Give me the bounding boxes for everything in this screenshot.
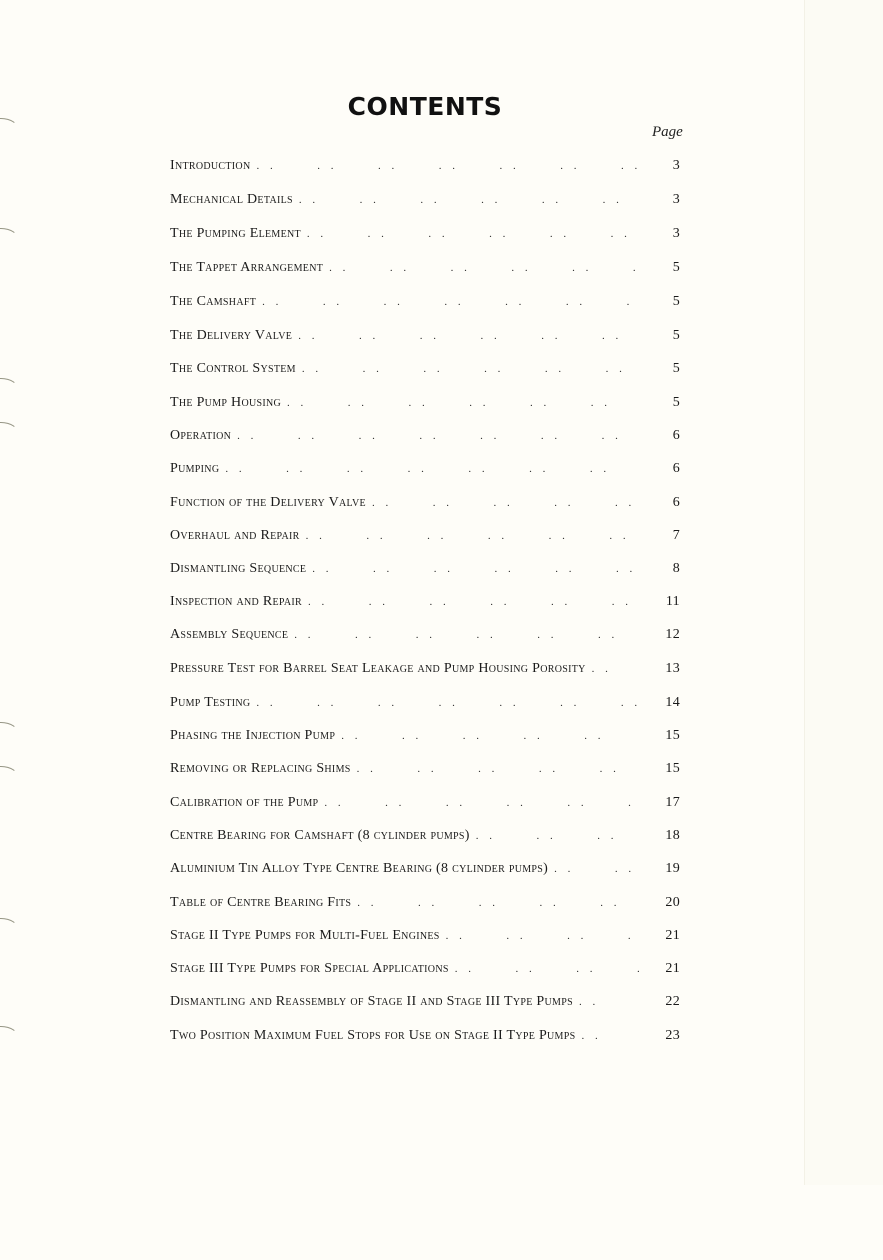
- toc-entry-label: Pumping: [170, 461, 220, 476]
- toc-entry: [170, 328, 680, 348]
- dot-leader: [294, 629, 640, 641]
- toc-entry: [170, 795, 680, 815]
- toc-entry-page-number: 3: [672, 158, 680, 173]
- dot-leader: [256, 160, 640, 172]
- dot-leader: [324, 797, 640, 809]
- toc-entry-label: The Camshaft: [170, 294, 257, 309]
- toc-entry: [170, 994, 680, 1014]
- binding-hole-mark: [0, 1026, 19, 1039]
- toc-entry-page-number: 13: [665, 661, 680, 676]
- toc-entry-label: The Pump Housing: [170, 395, 282, 410]
- binding-hole-mark: [0, 766, 19, 779]
- dot-leader: [372, 497, 640, 509]
- dot-leader: [312, 563, 640, 575]
- toc-entry-page-number: 15: [665, 761, 680, 776]
- binding-hole-mark: [0, 378, 19, 391]
- toc-entry-label: Mechanical Details: [170, 192, 293, 207]
- toc-entry-page-number: 14: [665, 695, 680, 710]
- toc-entry-page-number: 23: [665, 1028, 680, 1043]
- toc-entry: [170, 861, 680, 881]
- toc-entry-label: Function of the Delivery Valve: [170, 495, 366, 510]
- toc-entry-page-number: 15: [665, 728, 680, 743]
- toc-entry: [170, 561, 680, 581]
- dot-leader: [446, 930, 640, 942]
- toc-entry-page-number: 5: [672, 260, 680, 275]
- toc-entry-label: Introduction: [170, 158, 251, 173]
- toc-entry: [170, 961, 680, 981]
- toc-entry-label: Inspection and Repair: [170, 594, 302, 609]
- toc-entry: [170, 695, 680, 715]
- toc-entry: [170, 226, 680, 246]
- toc-entry-page-number: 6: [672, 461, 680, 476]
- toc-entry-label: Pressure Test for Barrel Seat Leakage and Pump Housing Porosity: [170, 661, 586, 676]
- toc-entry-label: Assembly Sequence: [170, 627, 289, 642]
- toc-entry-label: Dismantling Sequence: [170, 561, 307, 576]
- toc-entry-label: Stage II Type Pumps for Multi-Fuel Engines: [170, 928, 440, 943]
- toc-entry: [170, 495, 680, 515]
- toc-entry: [170, 594, 680, 614]
- toc-entry-page-number: 11: [665, 594, 680, 609]
- dot-leader: [298, 330, 640, 342]
- dot-leader: [307, 228, 640, 240]
- dot-leader: [357, 897, 640, 909]
- dot-leader: [357, 763, 640, 775]
- toc-entry: [170, 728, 680, 748]
- toc-entry: [170, 158, 680, 178]
- dot-leader: [329, 262, 640, 274]
- toc-entry-label: Aluminium Tin Alloy Type Centre Bearing (8 cylinder pumps): [170, 861, 549, 876]
- dot-leader: [308, 596, 640, 608]
- toc-entry-page-number: 17: [665, 795, 680, 810]
- toc-entry: [170, 461, 680, 481]
- dot-leader: [256, 697, 640, 709]
- toc-entry-label: Stage III Type Pumps for Special Applications: [170, 961, 449, 976]
- toc-entry-page-number: 6: [672, 428, 680, 443]
- toc-entry-page-number: 7: [672, 528, 680, 543]
- toc-entry-page-number: 20: [665, 895, 680, 910]
- toc-entry-label: The Tappet Arrangement: [170, 260, 324, 275]
- toc-entry: [170, 428, 680, 448]
- toc-entry-page-number: 5: [672, 361, 680, 376]
- toc-entry-page-number: 12: [665, 627, 680, 642]
- toc-entry-page-number: 22: [665, 994, 680, 1009]
- dot-leader: [581, 1030, 640, 1042]
- toc-entry-page-number: 5: [672, 328, 680, 343]
- toc-entry-label: Operation: [170, 428, 232, 443]
- toc-entry: [170, 928, 680, 948]
- dot-leader: [302, 363, 640, 375]
- binding-hole-mark: [0, 228, 19, 241]
- toc-entry-page-number: 18: [665, 828, 680, 843]
- dot-leader: [476, 830, 640, 842]
- dot-leader: [237, 430, 640, 442]
- toc-entry-page-number: 6: [672, 495, 680, 510]
- toc-entry-label: Dismantling and Reassembly of Stage II and Stage III Type Pumps: [170, 994, 573, 1009]
- toc-entry-label: The Pumping Element: [170, 226, 301, 241]
- toc-entry: [170, 294, 680, 314]
- toc-entry: [170, 192, 680, 212]
- toc-entry: [170, 661, 680, 681]
- toc-entry: [170, 395, 680, 415]
- binding-hole-mark: [0, 422, 19, 435]
- toc-entry-label: The Delivery Valve: [170, 328, 293, 343]
- page-title: CONTENTS: [347, 92, 503, 121]
- toc-entry-label: Table of Centre Bearing Fits: [170, 895, 352, 910]
- dot-leader: [554, 863, 640, 875]
- toc-entry-page-number: 3: [672, 226, 680, 241]
- dot-leader: [287, 397, 640, 409]
- binding-hole-mark: [0, 722, 19, 735]
- dot-leader: [341, 730, 640, 742]
- toc-entry-page-number: 3: [672, 192, 680, 207]
- dot-leader: [579, 996, 640, 1008]
- toc-entry: [170, 528, 680, 548]
- dot-leader: [306, 530, 640, 542]
- toc-entry-label: Two Position Maximum Fuel Stops for Use on Stage II Type Pumps: [170, 1028, 576, 1043]
- toc-entry: [170, 627, 680, 647]
- dot-leader: [299, 194, 640, 206]
- toc-entry-page-number: 21: [665, 961, 680, 976]
- toc-entry-label: Removing or Replacing Shims: [170, 761, 351, 776]
- toc-entry: [170, 828, 680, 848]
- dot-leader: [225, 463, 640, 475]
- toc-entry-label: Centre Bearing for Camshaft (8 cylinder pumps): [170, 828, 470, 843]
- toc-entry: [170, 361, 680, 381]
- toc-entry-page-number: 21: [665, 928, 680, 943]
- toc-entry: [170, 761, 680, 781]
- dot-leader: [455, 963, 640, 975]
- toc-entry: [170, 260, 680, 280]
- toc-entry-page-number: 19: [665, 861, 680, 876]
- toc-entry-label: The Control System: [170, 361, 296, 376]
- dot-leader: [592, 663, 640, 675]
- toc-entry: [170, 1028, 680, 1048]
- binding-hole-mark: [0, 918, 19, 931]
- toc-entry-page-number: 5: [672, 395, 680, 410]
- toc-entry-label: Pump Testing: [170, 695, 251, 710]
- page-edge-shading: [804, 0, 883, 1185]
- dot-leader: [262, 296, 640, 308]
- toc-entry-label: Calibration of the Pump: [170, 795, 319, 810]
- toc-entry-page-number: 8: [672, 561, 680, 576]
- toc-entry: [170, 895, 680, 915]
- page-column-heading: Page: [652, 124, 683, 140]
- toc-entry-label: Phasing the Injection Pump: [170, 728, 336, 743]
- toc-entry-label: Overhaul and Repair: [170, 528, 300, 543]
- toc-entry-page-number: 5: [672, 294, 680, 309]
